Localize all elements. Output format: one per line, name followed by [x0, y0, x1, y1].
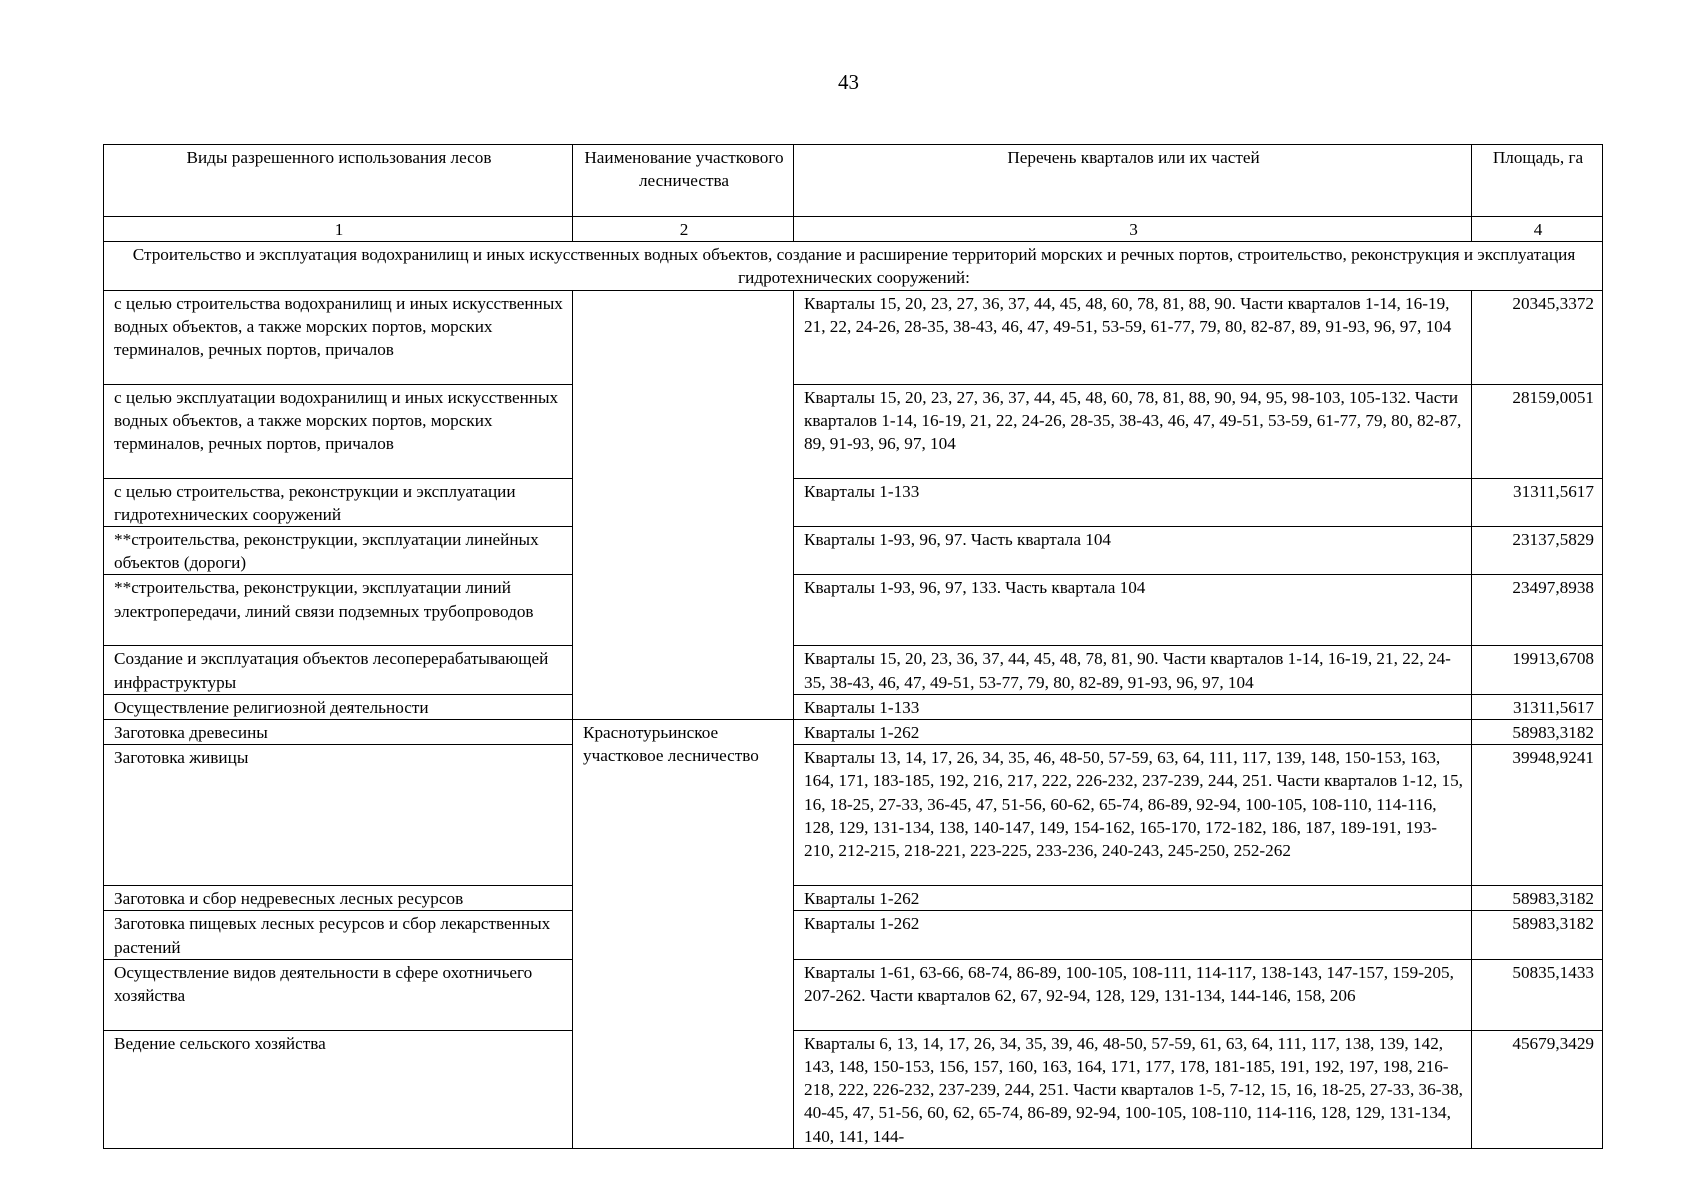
quarters-cell: Кварталы 13, 14, 17, 26, 34, 35, 46, 48-50, 57-59, 63, 64, 111, 117, 139, 148, 150-153, 163, 164, 171, 183-185, 192, 216, 217, 222, 226-232, 237-239, 244, 251. Части кварталов 1-12, 15, 16, 18-25, 27-33, 36-45, 47, 51-56, 60-62, 65-74, 86-89, 92-94, 100-105, 108-110, 114-116, 128, 129, 131-134, 138, 140-147, 149, 154-162, 165-170, 172-182, 186, 187, 189-191, 193-210, 212-215, 218-221, 223-225, 233-236, 240-243, 245-250, 252-262 — [794, 745, 1472, 886]
header-area: Площадь, га — [1472, 145, 1603, 217]
quarters-cell: Кварталы 1-262 — [794, 720, 1472, 745]
use-type-cell: **строительства, реконструкции, эксплуатации линейных объектов (дороги) — [104, 527, 573, 575]
page-number: 43 — [838, 70, 859, 94]
use-type-cell: Заготовка и сбор недревесных лесных ресурсов — [104, 886, 573, 911]
table-row — [104, 575, 1603, 646]
use-type-cell: Заготовка живицы — [104, 745, 573, 886]
area-cell: 58983,3182 — [1472, 720, 1603, 745]
quarters-cell: Кварталы 1-262 — [794, 911, 1472, 959]
table-row — [104, 384, 1603, 478]
area-cell: 31311,5617 — [1472, 478, 1603, 526]
area-cell: 39948,9241 — [1472, 745, 1603, 886]
area-cell: 23137,5829 — [1472, 527, 1603, 575]
table-row — [104, 959, 1603, 1030]
table-row — [104, 745, 1603, 886]
quarters-cell: Кварталы 1-93, 96, 97, 133. Часть квартала 104 — [794, 575, 1472, 646]
table-row — [104, 886, 1603, 911]
column-number: 1 — [104, 217, 573, 242]
area-cell: 20345,3372 — [1472, 290, 1603, 384]
forest-use-table — [103, 144, 1603, 1149]
quarters-cell: Кварталы 1-133 — [794, 478, 1472, 526]
use-type-cell: Осуществление видов деятельности в сфере охотничьего хозяйства — [104, 959, 573, 1030]
area-cell: 45679,3429 — [1472, 1030, 1603, 1148]
quarters-cell: Кварталы 15, 20, 23, 36, 37, 44, 45, 48, 78, 81, 90. Части кварталов 1-14, 16-19, 21, 22, 24-35, 38-43, 46, 47, 49-51, 53-77, 79, 80, 82-89, 91-93, 96, 97, 104 — [794, 646, 1472, 694]
use-type-cell: Осуществление религиозной деятельности — [104, 694, 573, 719]
quarters-cell: Кварталы 1-133 — [794, 694, 1472, 719]
use-type-cell: Заготовка пищевых лесных ресурсов и сбор лекарственных растений — [104, 911, 573, 959]
quarters-cell: Кварталы 15, 20, 23, 27, 36, 37, 44, 45, 48, 60, 78, 81, 88, 90. Части кварталов 1-14, 16-19, 21, 22, 24-26, 28-35, 38-43, 46, 47, 49-51, 53-59, 61-77, 79, 80, 82-87, 89, 91-93, 96, 97, 104 — [794, 290, 1472, 384]
table-row — [104, 694, 1603, 719]
use-type-cell: с целью эксплуатации водохранилищ и иных искусственных водных объектов, а также морских портов, морских терминалов, речных портов, причалов — [104, 384, 573, 478]
column-number: 3 — [794, 217, 1472, 242]
column-number: 4 — [1472, 217, 1603, 242]
area-cell: 31311,5617 — [1472, 694, 1603, 719]
quarters-cell: Кварталы 1-262 — [794, 886, 1472, 911]
use-type-cell: Заготовка древесины — [104, 720, 573, 745]
table-row — [104, 646, 1603, 694]
use-type-cell: с целью строительства, реконструкции и эксплуатации гидротехнических сооружений — [104, 478, 573, 526]
header-row — [104, 145, 1603, 217]
table-row — [104, 911, 1603, 959]
area-cell: 28159,0051 — [1472, 384, 1603, 478]
use-type-cell: **строительства, реконструкции, эксплуатации линий электропередачи, линий связи подземных трубопроводов — [104, 575, 573, 646]
table-row — [104, 720, 1603, 745]
table-row — [104, 478, 1603, 526]
area-cell: 23497,8938 — [1472, 575, 1603, 646]
header-use-type: Виды разрешенного использования лесов — [104, 145, 573, 217]
header-forestry: Наименование участкового лесничества — [573, 145, 794, 217]
quarters-cell: Кварталы 1-93, 96, 97. Часть квартала 104 — [794, 527, 1472, 575]
quarters-cell: Кварталы 1-61, 63-66, 68-74, 86-89, 100-105, 108-111, 114-117, 138-143, 147-157, 159-205, 207-262. Части кварталов 62, 67, 92-94, 128, 129, 131-134, 144-146, 158, 206 — [794, 959, 1472, 1030]
quarters-cell: Кварталы 6, 13, 14, 17, 26, 34, 35, 39, 46, 48-50, 57-59, 61, 63, 64, 111, 117, 138, 139, 142, 143, 148, 150-153, 156, 157, 160, 163, 164, 171, 177, 178, 181-185, 191, 192, 197, 198, 216-218, 222, 226-232, 237-239, 244, 251. Части кварталов 1-5, 7-12, 15, 16, 18-25, 27-33, 36-38, 40-45, 47, 51-56, 60, 62, 65-74, 86-89, 92-94, 100-105, 108-110, 114-116, 128, 129, 131-134, 140, 141, 144- — [794, 1030, 1472, 1148]
table-row — [104, 290, 1603, 384]
area-cell: 58983,3182 — [1472, 886, 1603, 911]
header-quarters: Перечень кварталов или их частей — [794, 145, 1472, 217]
column-number-row — [104, 217, 1603, 242]
area-cell: 58983,3182 — [1472, 911, 1603, 959]
section-title: Строительство и эксплуатация водохранилищ и иных искусственных водных объектов, создание и расширение территорий морских и речных портов, строительство, реконструкция и эксплуатация гидротехнических сооружений: — [104, 242, 1603, 290]
column-number: 2 — [573, 217, 794, 242]
table-row — [104, 1030, 1603, 1148]
area-cell: 50835,1433 — [1472, 959, 1603, 1030]
area-cell: 19913,6708 — [1472, 646, 1603, 694]
use-type-cell: Ведение сельского хозяйства — [104, 1030, 573, 1148]
use-type-cell: с целью строительства водохранилищ и иных искусственных водных объектов, а также морских портов, морских терминалов, речных портов, причалов — [104, 290, 573, 384]
quarters-cell: Кварталы 15, 20, 23, 27, 36, 37, 44, 45, 48, 60, 78, 81, 88, 90, 94, 95, 98-103, 105-132. Части кварталов 1-14, 16-19, 21, 22, 24-26, 28-35, 38-43, 46, 47, 49-51, 53-59, 61-77, 79, 80, 82-87, 89, 91-93, 96, 97, 104 — [794, 384, 1472, 478]
forestry-name: Краснотурьинское участковое лесничество — [573, 720, 794, 1149]
table-row — [104, 527, 1603, 575]
use-type-cell: Создание и эксплуатация объектов лесоперерабатывающей инфраструктуры — [104, 646, 573, 694]
forestry-cell-empty — [573, 290, 794, 719]
section-row — [104, 242, 1603, 290]
